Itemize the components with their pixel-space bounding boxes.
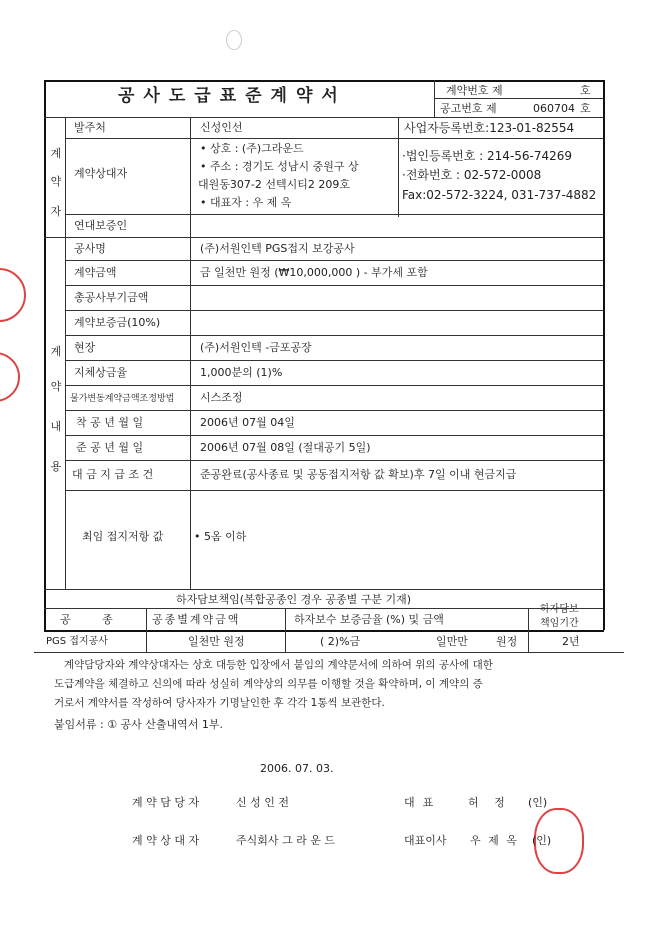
row-value-project-name: (주)서원인텍 PGS접지 보강공사 [200, 242, 355, 255]
row-value-site: (주)서원인텍 -금포공장 [200, 341, 312, 354]
contract-side-label-1: 계 [50, 345, 62, 358]
row-value-price-adjustment: 시스조정 [200, 391, 243, 404]
client-registration-number: 사업자등록번호:123-01-82554 [404, 121, 575, 135]
row-value-contract-amount: 금 일천만 원정 (₩10,000,000 ) - 부가세 포함 [200, 266, 428, 279]
warranty-col-amount: 공종별계약금액 [152, 613, 241, 626]
counterparty-representative: • 대표자 : 우 제 옥 [200, 196, 292, 209]
row-label-deposit: 계약보증금(10%) [74, 316, 161, 329]
counterparty-address-1: • 주소 : 경기도 성남시 중원구 상 [200, 160, 359, 173]
contract-number-suffix: 호 [580, 84, 591, 97]
notice-number-suffix: 호 [580, 102, 591, 115]
row-value-start-date: 2006년 07월 04일 [200, 416, 295, 429]
client-label: 발주처 [74, 121, 106, 134]
client-rep-label: 대표 [404, 796, 442, 809]
warranty-row-type: PGS 접지공사 [46, 636, 108, 647]
attachment-note: 붙임서류 : ① 공사 산출내역서 1부. [54, 718, 224, 731]
guarantor-label: 연대보증인 [74, 219, 128, 232]
warranty-col-deposit: 하자보수 보증금율 (%) 및 금액 [294, 613, 444, 626]
warranty-row-rate: ( 2)%금 [320, 635, 361, 648]
row-label-total-amount: 총공사부기금액 [74, 291, 149, 304]
counterparty-name: • 상호 : (주)그라운드 [200, 142, 304, 155]
contract-side-label-3: 내 [50, 420, 62, 433]
notice-number-label: 공고번호 제 [440, 102, 497, 115]
notice-number-value: 060704 [533, 102, 575, 115]
parties-side-label-2: 약 [50, 175, 62, 188]
warranty-title: 하자담보책임(복합공종인 경우 공종별 구분 기재) [176, 593, 412, 606]
contract-side-label-2: 약 [50, 380, 62, 393]
warranty-row-won: 원정 [496, 635, 518, 648]
row-label-payment-terms: 대 금 지 급 조 건 [72, 468, 154, 481]
counterparty-fax: Fax:02-572-3224, 031-737-4882 [402, 188, 597, 202]
counterparty-rep-name: 우 제 옥 [470, 834, 519, 847]
row-label-contract-amount: 계약금액 [74, 266, 117, 279]
warranty-row-period: 2년 [562, 635, 580, 648]
contract-number-label: 계약번호 제 [446, 84, 503, 97]
row-value-delay-rate: 1,000분의 (1)% [200, 366, 283, 379]
client-role: 계 약 담 당 자 [132, 796, 200, 809]
row-value-completion-date: 2006년 07월 08일 (절대공기 5일) [200, 441, 371, 454]
counterparty-address-2: 대원동307-2 선텍시티2 209호 [198, 178, 350, 191]
body-line-1: 계약담당자와 계약상대자는 상호 대등한 입장에서 붙임의 계약문서에 의하여 위의 공사에 대한 [64, 659, 493, 671]
contract-side-label-4: 용 [50, 460, 62, 473]
row-value-payment-terms: 준공완료(공사종료 및 공동접지저항 값 확보)후 7일 이내 현금지급 [200, 468, 517, 481]
row-label-delay-rate: 지체상금율 [74, 366, 128, 379]
counterparty-seal-mark: (인) [532, 834, 552, 847]
warranty-row-amount: 일천만 원정 [188, 635, 245, 648]
counterparty-corp-number: ·법인등록번호 : 214-56-74269 [402, 149, 573, 163]
resistance-value: • 5옴 이하 [194, 530, 247, 543]
body-line-3: 거로서 계약서를 작성하여 당사자가 기명날인한 후 각각 1통씩 보관한다. [54, 697, 385, 709]
client-value: 신성인선 [200, 121, 243, 134]
row-label-project-name: 공사명 [74, 242, 106, 255]
row-label-completion-date: 준 공 년 월 일 [76, 441, 144, 454]
counterparty-rep-label: 대표이사 [404, 834, 447, 847]
red-seal-mark [0, 352, 20, 402]
parties-side-label-1: 계 [50, 147, 62, 160]
client-rep-name: 허 정 [468, 796, 511, 809]
warranty-col-period-2: 책임기간 [540, 618, 579, 629]
parties-side-label-3: 자 [50, 205, 62, 218]
row-label-site: 현장 [74, 341, 96, 354]
counterparty-role: 계 약 상 대 자 [132, 834, 200, 847]
row-label-price-adjustment: 물가변동계약금액조정방법 [70, 394, 175, 404]
contract-date: 2006. 07. 03. [260, 762, 334, 775]
document-title: 공사도급표준계약서 [118, 86, 347, 106]
client-seal-mark: (인) [528, 796, 548, 809]
client-name: 신 성 인 전 [236, 796, 289, 809]
row-label-start-date: 착 공 년 월 일 [76, 416, 144, 429]
warranty-row-money: 일만만 [436, 635, 468, 648]
resistance-label: 최임 접지저항 값 [82, 530, 164, 543]
warranty-col-type: 공 종 [60, 613, 127, 626]
body-line-2: 도급계약을 체결하고 신의에 따라 성실히 계약상의 의무를 이행할 것을 확약하며, 이 계약의 증 [54, 678, 483, 690]
warranty-col-period-1: 하자담보 [540, 604, 579, 615]
red-seal-mark [0, 268, 26, 322]
punch-hole [226, 30, 242, 50]
counterparty-company: 주식회사 그 라 운 드 [236, 834, 335, 847]
counterparty-label: 계약상대자 [74, 167, 128, 180]
counterparty-phone: ·전화번호 : 02-572-0008 [402, 168, 542, 182]
